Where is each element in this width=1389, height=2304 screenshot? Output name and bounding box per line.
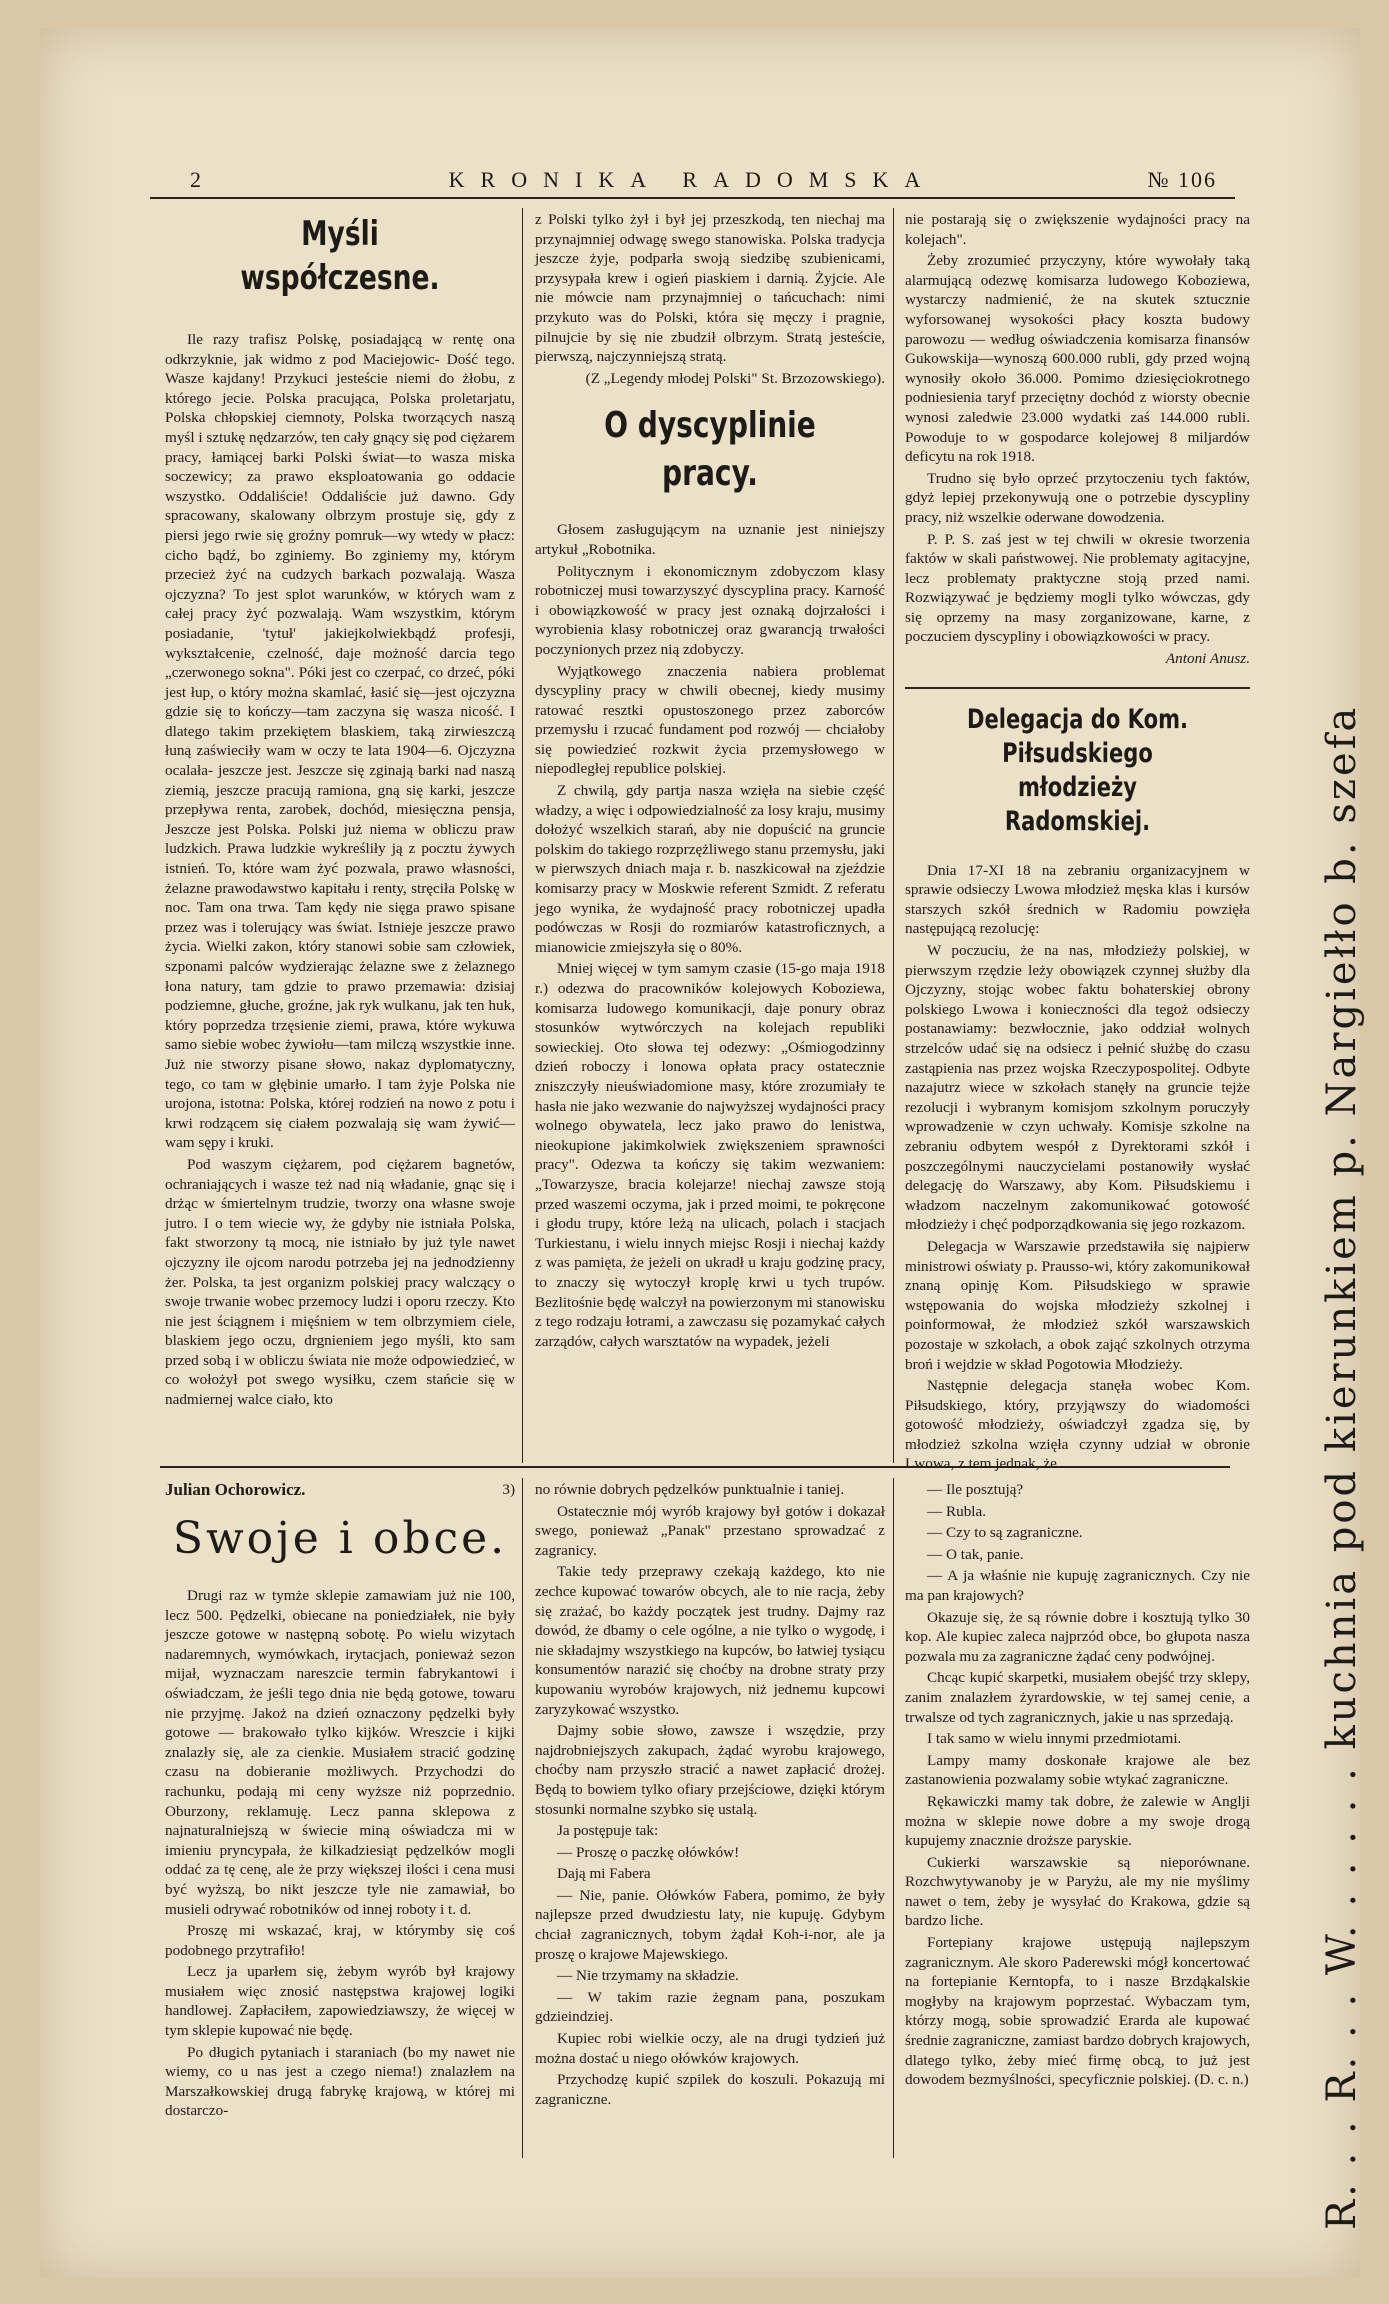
paragraph: Głosem zasługującym na uznanie jest niniejszy artykuł „Robotnika. (535, 521, 885, 558)
page-number: 2 (190, 167, 203, 192)
paragraph: Dajmy sobie słowo, zawsze i wszędzie, przy najdrobniejszych zakupach, żądać wyrobu krajowego, choćby nam przyszło stracić a nawet zapłacić drożej. Będą to bowiem tylko ofiary przejściowe, dzięki którym stosunki normalne szybko się ustalą. (535, 1722, 885, 1818)
paragraph: Mniej więcej w tym samym czasie (15-go maja 1918 r.) odezwa do pracowników kolejowych Koboziewa, komisarza ludowego komunikacji, daje ponury obraz stosunków wytwórczych na kolejach republiki sowieckiej. Oto słowa tej odezwy: „Ośmiogodzinny dzień roboczy i lonowa opłata pracy ostatecznie zniszczyły nieuświadomione masy, które zrozumiały te hasła nie jako wezwanie do najwyższej wydajności pracy wolnego obywatela, lecz jako prawo do lenistwa, nieokupione jakimkolwiek zwiększeniem sprawności pracy". Odezwa ta kończy się takim wezwaniem: „Towarzysze, bracia kolejarze! niechaj zawsze stoją przed waszemi oczyma, jak i przed moimi, te pokręcone i głodu trupy, które leżą na ulicach, polach i stacjach Turkiestanu, i wielu innych miejsc Rosji i niechaj każdy z was pamięta, że jeżeli on ukradł u kraju godzinę pracy, to znaczy się wytoczył kroplę krwi u tych trupów. Bezlitośnie będę walczył na powierzonym mi stanowisku z tego rodzaju łotrami, a zawczasu się pozamykać całych zarządów, całych warsztatów na wypadek, jeżeli (535, 960, 885, 1350)
paragraph: P. P. S. zaś jest w tej chwili w okresie tworzenia faktów w skali państwowej. Nie problematy agitacyjne, lecz problematy praktyczne stoją przed nami. Rozwiązywać je będziemy mogli tylko wówczas, gdy się oprzemy na masy zorganizowane, karne, z poczuciem dyscypliny i obowiązkowości w pracy. (905, 530, 1250, 646)
installment-note: 3) (502, 1481, 515, 1498)
paragraph: Ostatecznie mój wyrób krajowy był gotów i dokazał swego, ponieważ „Panak" przestano sprowadzać z zagranicy. (535, 1502, 885, 1559)
side-margin-text: R. . . R. . . W. . . . . . kuchnia pod kierunkiem p. Nargiełło b. szefa (1319, 704, 1365, 2230)
paragraph: Następnie delegacja stanęła wobec Kom. Piłsudskiego, który, przyjąwszy do wiadomości gotowość młodzieży, oświadczył zgadza się, by młodzież szkolna wzięła czynny udział w obronie Lwowa, z tem jednak, że (905, 1377, 1250, 1473)
paragraph: Fortepiany krajowe ustępują najlepszym zagranicznym. Ale skoro Paderewski mógł koncertować na fortepianie Kerntopfa, to i nasze Brzdąkalskie mogłyby na krajowym poprzestać. Wybaczam tym, którzy mogą, sobie sprowadzić Erarda ale kupować średnie zagraniczne, zamiast bardzo dobrych krajowych, dlatego tylko, żeby mieć firmę obcą, to już jest dowodem bezmyślności, specyficznie polskiej. (D. c. n.) (905, 1934, 1250, 2089)
paragraph: Dnia 17-XI 18 na zebraniu organizacyjnem w sprawie odsieczy Lwowa młodzież męska klas i kursów starszych szkół średnich w Radomiu powzięła następującą rezolucję: (905, 861, 1250, 938)
article-delegacja-column (905, 210, 1250, 1473)
signature: Antoni Anusz. (1165, 650, 1250, 668)
column-rule (893, 1478, 894, 2158)
feuilleton-column-2 (535, 1480, 885, 2160)
article-dyscyplina-column (535, 210, 885, 1460)
paragraph: Trudno się było oprzeć przytoczeniu tych faktów, gdyż lepiej przekonywują one o potrzebie dyscypliny pracy, niż wszelkie oderwane dowodzenia. (905, 469, 1250, 526)
paragraph: W poczuciu, że na nas, młodzieży polskiej, w pierwszym rzędzie leży obowiązek czynnej służby dla Ojczyzny, stojąc wobec faktu bohaterskiej obrony polskiego Lwowa i konieczności dla tegoż odsieczy postanawiamy: bezwłocznie, jako oddział wolnych strzelców udać się na odsiecz i pełnić służbę do czasu zastąpienia nas przez wojska Rzeczypospolitej. Odbyte nazajutrz wiece w szkołach stanęły na gruncie tejże rezolucji i wybranym komisjom szkolnym poruczyły wprowadzenie w czyn uchwały. Komisje szkolne na zebraniu odbytem wespół z Dyrektorami szkół i poszczególnymi nauczycielami postanowiły wysłać delegację do Warszawy, aby Kom. Piłsudskiemu i władzom naczelnym zakomunikować gotowość młodzieży i chęć podporządkowania się jego rozkazom. (905, 942, 1250, 1234)
paragraph: — A ja właśnie nie kupuję zagranicznych. Czy nie ma pan krajowych? (905, 1567, 1250, 1604)
paragraph: Ile razy trafisz Polskę, posiadającą w rentę ona odkrzyknie, jak widmo z pod Maciejowic- Dość tego. Wasze kajdany! Przykuci jesteście niemi do żłobu, z którego jecie. Polska pracująca, Polska proletarjatu, Polska chłopskiej ciemnoty, Polska tworzących naszą myśl i sztukę nędzarzów, ten cały gnący się pod ciężarem pracy, łamiącej barki Polski świat—to wasza miska soczewicy; za prawo eksploatowania go oddacie wszystko. Oddaliście! Oddaliście już dawno. Gdy spracowany, skalowany olbrzym prostuje się, gdy z piersi jego rwie się groźny pomruk—wy wtedy w płacz: cicho bądź, bo zginiemy. Bo zginiemy my, którym przecież żyć na cudzych barkach pozwalają. Wasza ojczyzna? To jest splot warunków, w których wam z całej pracy żyć pozwalają. Wam wszystkim, którym posiadanie, 'tytuł' jakiejkolwiekbądź profesji, wykształcenie, czelność, daje możność darcia tego „czerwonego sokna". Póki jest co czerpać, co drzeć, póki jest łup, o który można skamlać, łasić się—jest ojczyzna gdzie się to kończy—tam zaczyna się wasza nicość. I dlatego takim przekiętem blaskiem, taką zirwieszczą łuną zaświeciły wam w oczy te lata 1904—6. Ojczyzna ocalała- jeszcze jest. Jeszcze się zginają barki nad naszą ziemią, jeszcze pracują ramiona, gną się karki, jeszcze przepływa renta, zarobek, dochód, miesięczna pensja, Jeszcze jest Polska. Polski już niema w obliczu praw ludzkich. Prawa ludzkie wykreśliły ją z pocztu żywych istnień. To, które wam żyć pozwala, prawo własności, żelazne prawodawstwo kapitału i renty, stręciła Polskę w noc. Tam ona trwa. Tam kędy nie sięga prawo spisane przez was i tolerujący was świat. Istnieje jeszcze prawo życia. Wielki zakon, który stanowi sobie sam człowiek, szponami palców wydzierając żelazne swe z żelaznego łona natury, tam gdzie to prawo przemawia: dzisiaj podziemne, głuche, groźne, jak ryk wulkanu, jak ten huk, który poprzedza trzęsienie ziemi, prawa, które wykuwa samo siebie wobec żywiołu—tam milczą wszystkie inne. Już nie stworzy pisane słowo, nakaz dyplomatyczny, tego, co tam w głębinie umarło. I tam żyje Polska nie urojona, istotna: Polska, której rodzień na nowo z potu i krwi rodzącem się ciałem pozwalają się wam żywić—wam sępy i kruki. (165, 331, 515, 1152)
paragraph: Politycznym i ekonomicznym zdobyczom klasy robotniczej musi towarzyszyć dyscyplina pracy. Karność i obowiązkowość w pracy jest oznaką dojrzałości i wyrobienia klasy robotniczej oraz gwarancją trwałości poczynionych przez nią zdobyczy. (535, 562, 885, 658)
paragraph: Delegacja w Warszawie przedstawiła się najpierw ministrowi oświaty p. Prausso-wi, który zakomunikował znaną opinję Kom. Piłsudskiego w sprawie wstępowania do wojska młodzieży szkolnej i poinformował, że młodzież szkół warszawskich pozostaje w szkołach, a obok zająć szkolnych otrzyma broń i wejdzie w skład Pogotowia Młodzieży. (905, 1237, 1250, 1373)
paragraph: Wyjątkowego znaczenia nabiera problemat dyscypliny pracy w chwili obecnej, kiedy musimy ratować resztki opustoszonego przez zaborców przemysłu i rzucać fundament pod rozwój — chciałoby się powiedzieć rozkwit życia przemysłowego w niepodległej republice polskiej. (535, 662, 885, 778)
paragraph: z Polski tylko żył i był jej przeszkodą, ten niechaj ma przynajmniej odwagę swego stanowiska. Polska tradycja jeszcze żyje, podparła swoją siedzibę szubienicami, przysypała krew i ogień piaskiem i darnią. Żyjcie. Ale nie mówcie nam przynajmniej o tańcuchach: nimi przykuto was do Polski, która się męczy i pragnie, pilnujcie by się nie zbudził olbrzym. Stratą jesteście, pierwszą, najczynniejszą stratą. (535, 211, 885, 366)
feuilleton-column-1 (165, 1480, 515, 2160)
paragraph: nie postarają się o zwiększenie wydajności pracy na kolejach". (905, 211, 1250, 248)
paragraph: Żeby zrozumieć przyczyny, które wywołały taką alarmującą odezwę komisarza ludowego Koboziewa, wystarczy nadmienić, że na skutek sztucznie wyforsowanej wysokości płacy koszta budowy parowozu — według oświadczenia komisarza finansów Gukowskija—wynoszą 600.000 rubli, gdy przed wojną wynosiły około 36.000. Pomimo dziesięciokrotnego podniesienia taryf przeciętny dochód z wiorsty obecnie wynosi zaledwie 23.000 wydatki zaś 144.000 rubli. Powoduje to w gospodarce kolejowej 8 miljardów deficytu na rok 1918. (905, 252, 1250, 466)
paragraph: Chcąc kupić skarpetki, musiałem obejść trzy sklepy, zanim znalazłem żyrardowskie, w tej samej cenie, a trwalsze od tych zagranicznych, jakie u nas sprzedają. (905, 1669, 1250, 1726)
paragraph: Proszę mi wskazać, kraj, w którymby się coś podobnego przytrafiło! (165, 1922, 515, 1959)
paragraph: Dają mi Fabera (557, 1865, 651, 1883)
paragraph: Z chwilą, gdy partja nasza wzięła na siebie część władzy, a więc i odpowiedzialność za losy kraju, musimy dołożyć wszelkich starań, aby nie dopuścić na gruncie polskim do takiego rozprzężliwego stanu przemysłu, jaki w pierwszych dniach maja r. b. naszkicował na zjeździe komisarzy pracy w Moskwie referent Szmidt. Z referatu jego wynika, że wydajność pracy robotniczej upadła podówczas w Rosji do rozmiarów katastroficznych, a mianowicie zmiejszyła się o 80%. (535, 782, 885, 956)
paragraph: — Nie, panie. Ołówków Fabera, pomimo, że były najlepsze przed dwudziestu laty, nie kupuję. Gdybym chciał zagranicznych, tobym żądał Koh-i-nor, ale ja proszę o krajowe Majewskiego. (535, 1886, 885, 1963)
divider (905, 687, 1250, 689)
article-mysli-column (165, 210, 515, 1460)
paragraph: — Rubla. (927, 1502, 987, 1520)
paragraph: — Ile posztują? (927, 1481, 1024, 1498)
paragraph: — W takim razie żegnam pana, poszukam gdzieindziej. (535, 1988, 885, 2026)
column-rule (893, 208, 894, 1463)
paragraph: Kupiec robi wielkie oczy, ale na drugi tydzień już można dostać u niego ołówków krajowych. (535, 2030, 885, 2067)
paragraph: — Nie trzymamy na składzie. (557, 1967, 739, 1985)
article-heading: Delegacja do Kom. Piłsudskiego młodzieży Radomskiej. (966, 703, 1189, 837)
paragraph: — Czy to są zagraniczne. (927, 1524, 1083, 1542)
paragraph: I tak samo w wielu innymi przedmiotami. (927, 1730, 1182, 1748)
byline (165, 1480, 515, 1506)
paragraph: Przychodzę kupić szpilek do koszuli. Pokazują mi zagraniczne. (535, 2071, 885, 2108)
column-rule (522, 208, 523, 1463)
source-citation: (Z „Legendy młodej Polski" St. Brzozowskiego). (585, 369, 885, 387)
paragraph: no równie dobrych pędzelków punktualnie i taniej. (535, 1481, 845, 1498)
article-heading: Myśli współczesne. (240, 214, 440, 298)
paragraph: Lecz ja uparłem się, żebym wyrób był krajowy musiałem więc znosić następstwa krajowej logiki handlowej. Zapłaciłem, zapowiedziawszy, że więcej w tym sklepie kupować nie będę. (165, 1963, 515, 2040)
page-header (150, 165, 1235, 199)
issue-number: № 106 (1147, 167, 1217, 192)
newspaper-title: KRONIKA RADOMSKA (448, 167, 937, 192)
paragraph: Takie tedy przeprawy czekają każdego, kto nie zechce kupować towarów obcych, ale to nie racja, żeby się zrażać, bo każdy początek jest trudny. Dajmy raz dowód, że dbamy o cele ogólne, a nie tylko o wygodę, i nie składajmy wszystkiego na kupców, bo łatwiej tysiącu konsumentów narazić się choćby na drobne straty przy kupowaniu wyrobów krajowych, niż jednemu kupcowi zaryzykować wszystko. (535, 1563, 885, 1718)
paragraph: Rękawiczki mamy tak dobre, że zalewie w Anglji można w sklepie nowe dobre a my swoje drogą kupujemy znacznie droższe paryskie. (905, 1792, 1250, 1850)
author-name: Julian Ochorowicz. (165, 1480, 306, 1499)
paragraph: Cukierki warszawskie są nieporównane. Rozchwytywanoby je w Paryżu, ale my nie myślimy nawet o tem, żeby je wysyłać do Krakowa, gdzie są bardzo liche. (905, 1853, 1250, 1930)
paragraph: Po długich pytaniach i staraniach (bo my nawet nie wiemy, co u nas jest a czego niema!) znalazłem na Marszałkowskiej drugą fabrykę krajową, w której mi dostarczo- (165, 2043, 515, 2120)
feuilleton-heading: Swoje i obce. (172, 1513, 508, 1564)
paragraph: — Proszę o paczkę ołówków! (557, 1843, 740, 1861)
paragraph: Drugi raz w tymże sklepie zamawiam już nie 100, lecz 500. Pędzelki, obiecane na poniedziałek, nie były jeszcze gotowe w następną sobotę. Po wielu wizytach nadaremnych, wymówkach, irytacjach, ponieważ sezon mijał, wyznaczam nareszcie termin fabrykantowi i oświadczam, że jeśli tego dnia nie będą gotowe, towaru nie przyjmę. Jakoż na dzień oznaczony pędzelki były gotowe — brakowało tylko kijków. Wreszcie i kijki znalazły się, ale za cienkie. Musiałem stracić godzinę czasu na dobieranie możliwych. Przychodzi do rachunku, podają mi ceny wyższe niż poprzednio. Oburzony, reklamuję. Lecz panna sklepowa z najnaturalniejszą w świecie miną oświadcza mi w imieniu pryncypała, że kilkadziesiąt pędzelków mogli oddać za tę cenę, ale że przy większej ilości i cena musi być wyższą, bo nikt jeszcze tyle nie zamawiał, bo musieli odrywać robotników od innej roboty i t. d. (165, 1587, 515, 1918)
article-heading: O dyscyplinie pracy. (604, 405, 816, 495)
feuilleton-column-3 (905, 1480, 1250, 2160)
column-rule (522, 1478, 523, 2158)
paragraph: Lampy mamy doskonałe krajowe ale bez zastanowienia pozwalamy sobie wtykać zagraniczne. (905, 1751, 1250, 1789)
paragraph: Okazuje się, że są równie dobre i kosztują tylko 30 kop. Ale kupiec zaleca najprzód obce, bo głupota nasza pozwala mu za zagraniczne żądać ceny podwójnej. (905, 1608, 1250, 1665)
paragraph: Ja postępuje tak: (557, 1822, 659, 1840)
paragraph: Pod waszym ciężarem, pod ciężarem bagnetów, ochraniających i wasze też nad nią władanie, gnąc się i drżąc w śmiertelnym trudzie, tworzy ona własne swoje jutro. I o tem wiecie wy, że gdyby nie istniała Polska, fakt stworzony tą mocą, nie istniało by już tyle nawet ojczyzny ile ojcom narodu potrzeba jej na jednodzienny żer. Polska, ta jest organizm polskiej pracy walczący o swoje trwanie wobec przemocy ludzi i oporu rzeczy. Kto nie jest ściągnem i mięśniem w tem olbrzymiem ciele, blaskiem jego oczu, drgnieniem jego myśli, kto sam przed sobą i w obliczu świata nie może odpowiedzieć, w co wołożył pot swego wysiłku, czem stańcie się w nadmiernej walce ciało, kto (165, 1155, 515, 1409)
paragraph: — O tak, panie. (927, 1545, 1024, 1563)
